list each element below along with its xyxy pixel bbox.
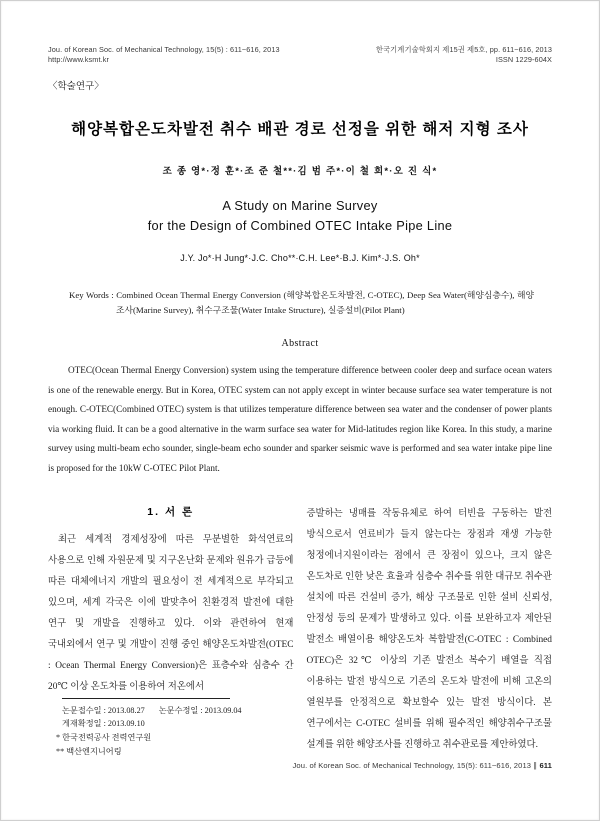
- footnote-revised-date: 논문수정일 : 2013.09.04: [158, 705, 242, 715]
- section-1-paragraph-left: 최근 세계적 경제성장에 따른 무분별한 화석연료의 사용으로 인해 자원문제 및 지구온난화 문제와 원유가 급등에 따른 대체에너지 개발의 필요성이 전 세계적으로 부각되고 있으며, 세계 각국은 이에 발맞추어 친환경적 발전에 대한 연구 및 개발을 진행하고 있다. 이와 관련하여 현재 국내외에서 연구 및 개발이 진행 중인 해양온도차발전(OTEC : Ocean Thermal Energy Conversion)은 표층수와 심층수 간 20℃ 이상 온도차를 이용하여 저온에서: [48, 534, 294, 692]
- right-column: [307, 504, 553, 758]
- footnote-block: [48, 698, 294, 759]
- running-head-right: [376, 45, 552, 65]
- page-number: 611: [539, 761, 552, 770]
- keywords-text: Combined Ocean Thermal Energy Conversion (해양복합온도차발전, C-OTEC), Deep Sea Water(해양심층수), 해양 조사(Marine Survey), 취수구조물(Water Intake Structure), 실증설비(Pilot Plant): [116, 290, 535, 315]
- section-1-paragraph-right: 증발하는 냉매를 작동유체로 하여 터빈을 구동하는 발전 방식으로서 연료비가 들지 않는다는 장점과 재생 가능한 청정에너지원이라는 점에서 큰 장점이 있으나, 크지 않은 온도차로 인한 낮은 효율과 심층수 취수를 위한 대규모 취수관 설치에 따른 건설비 증가, 해상 구조물로 인한 설비 신뢰성, 안정성 등의 문제가 발생하고 있다. 이를 보완하고자 제안된 발전소 배열이용 해양온도차 복합발전(C-OTEC : Combined OTEC)은 32℃ 이상의 기존 발전소 복수기 배열을 직접 이용하는 발전 방식으로 기존의 온도차 발전에 비해 고온의 열원부를 안정적으로 확보할수 있는 발전 방식이다. 본 연구에서는 C-OTEC 설비를 위해 필수적인 해양취수구조물 설계를 위한 해양조사를 진행하고 취수관로를 제안하였다.: [306, 508, 552, 750]
- abstract-paragraph: OTEC(Ocean Thermal Energy Conversion) system using the temperature difference between cooler deep and surface ocean waters is one of the renewable energy. But in Korea, OTEC system can not apply except in winter because surface sea water temperature is not enough. C-OTEC(Combined OTEC) system is that utilizes temperature difference between sea water and the condenser of power plants via working fluid. It can be a good alternative in the warm surface sea water for Mid-latitudes region like Korea. In this study, a marine survey using multi-beam echo sounder, single-beam echo sounder and sparker seismic wave is performed and sea water intake pipe line is proposed for the 10kW C-OTEC Pilot Plant.: [48, 365, 552, 473]
- journal-issn: ISSN 1229-604X: [495, 55, 552, 64]
- keywords-block: [69, 288, 534, 317]
- keywords-label: Key Words :: [69, 290, 114, 300]
- running-head-left: [48, 45, 280, 65]
- footer-citation: Jou. of Korean Soc. of Mechanical Technology, 15(5): 611~616, 2013 ∥: [292, 761, 538, 770]
- footnote-affiliation-2: ** 백산엔지니어링: [56, 746, 122, 756]
- paper-title-english-line2: for the Design of Combined OTEC Intake Pipe Line: [147, 218, 453, 233]
- section-1-heading: 1. 서 론: [147, 505, 195, 518]
- footnote-received-date: 논문접수일 : 2013.08.27: [62, 705, 145, 715]
- paper-title-english: [48, 196, 552, 236]
- footnote-dates-line1: [48, 704, 294, 718]
- journal-citation-kr: 한국기계기술학회지 제15권 제5호, pp. 611~616, 2013: [375, 45, 552, 54]
- footnote-divider: [62, 698, 230, 699]
- abstract-heading: Abstract: [281, 338, 319, 349]
- footnote-accepted-date: 게재확정일 : 2013.09.10: [62, 719, 145, 729]
- article-category-label: 〈학술연구〉: [48, 81, 104, 92]
- left-column: [48, 504, 294, 758]
- paper-title-korean: 해양복합온도차발전 취수 배관 경로 선정을 위한 해저 지형 조사: [71, 121, 529, 138]
- footnote-affiliation-1: * 한국전력공사 전력연구원: [56, 733, 152, 743]
- running-head: [48, 45, 552, 65]
- two-column-body: [48, 504, 552, 758]
- page-footer: [293, 761, 552, 770]
- paper-title-english-line1: A Study on Marine Survey: [222, 198, 378, 213]
- authors-english: J.Y. Jo*·H Jung*·J.C. Cho**·C.H. Lee*·B.J. Kim*·J.S. Oh*: [180, 253, 420, 263]
- journal-citation-en: Jou. of Korean Soc. of Mechanical Technology, 15(5) : 611~616, 2013: [48, 45, 280, 54]
- authors-korean: 조 종 영*·정 훈*·조 준 철**·김 범 주*·이 철 희*·오 진 식*: [162, 166, 438, 177]
- journal-url: http://www.ksmt.kr: [48, 55, 109, 64]
